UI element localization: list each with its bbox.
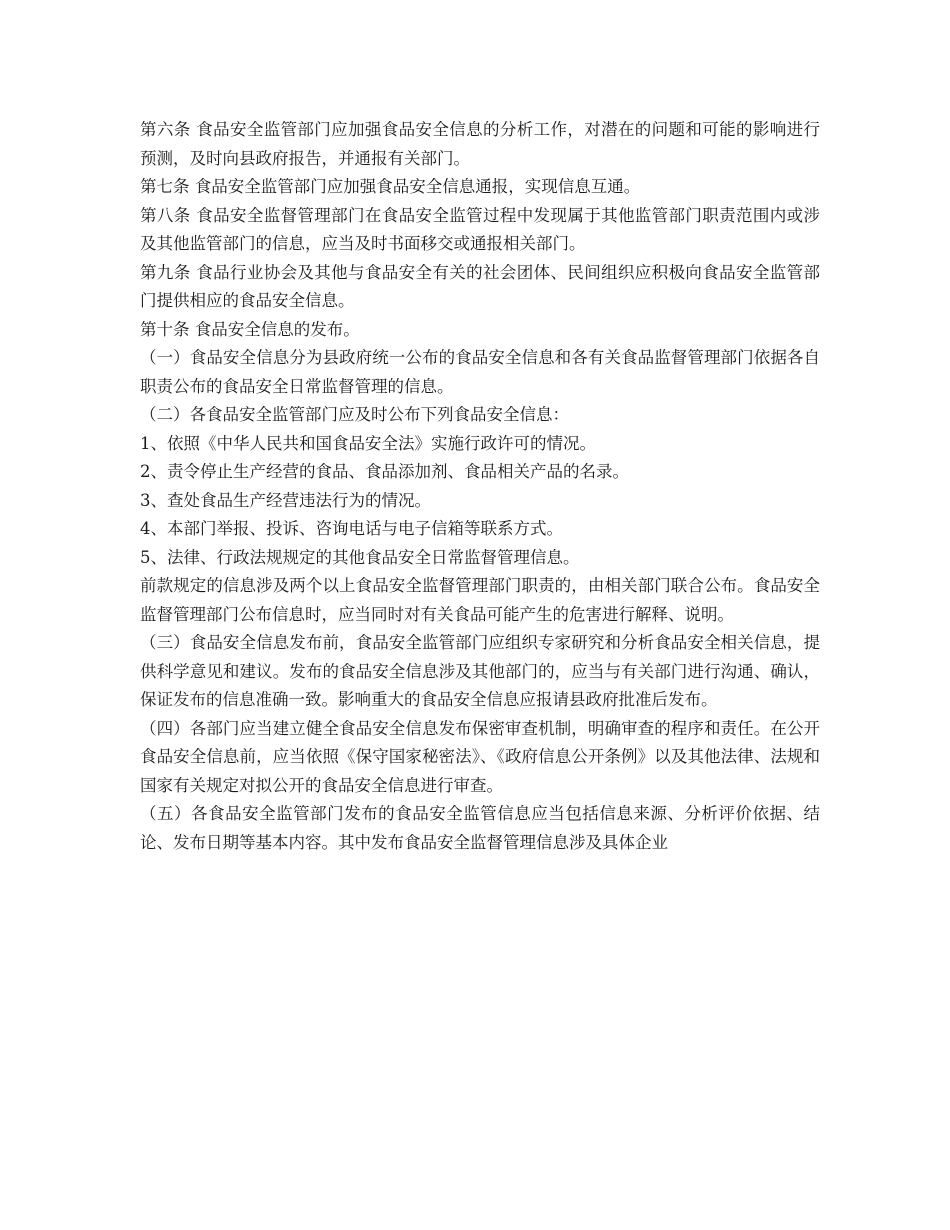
paragraph-item-5: （五）各食品安全监管部门发布的食品安全监管信息应当包括信息来源、分析评价依据、结论、发布日期等基本内容。其中发布食品安全监督管理信息涉及具体企业 [140, 804, 820, 852]
paragraph-article-8: 第八条 食品安全监督管理部门在食品安全监管过程中发现属于其他监管部门职责范围内或涉及其他监管部门的信息，应当及时书面移交或通报相关部门。 [140, 205, 820, 253]
list-item-1: 1、依照《中华人民共和国食品安全法》实施行政许可的情况。 [140, 433, 596, 453]
paragraph-item-4: （四）各部门应当建立健全食品安全信息发布保密审查机制，明确审查的程序和责任。在公开食品安全信息前，应当依照《保守国家秘密法》、《政府信息公开条例》以及其他法律、法规和国家有关规定对拟公开的食品安全信息进行审查。 [140, 718, 820, 795]
paragraph-article-6: 第六条 食品安全监管部门应加强食品安全信息的分析工作，对潜在的问题和可能的影响进行预测，及时向县政府报告，并通报有关部门。 [140, 120, 820, 168]
paragraph-article-7: 第七条 食品安全监管部门应加强食品安全信息通报，实现信息互通。 [140, 177, 641, 196]
list-item-3: 3、查处食品生产经营违法行为的情况。 [140, 490, 431, 510]
list-item-2: 2、责令停止生产经营的食品、食品添加剂、食品相关产品的名录。 [140, 462, 629, 481]
list-item-4: 4、本部门举报、投诉、咨询电话与电子信箱等联系方式。 [140, 519, 563, 538]
paragraph-item-3: （三）食品安全信息发布前，食品安全监管部门应组织专家研究和分析食品安全相关信息，提供科学意见和建议。发布的食品安全信息涉及其他部门的，应当与有关部门进行沟通、确认，保证发布的信息准确一致。影响重大的食品安全信息应报请县政府批准后发布。 [140, 633, 820, 709]
document-body [140, 116, 820, 857]
paragraph-article-9: 第九条 食品行业协会及其他与食品安全有关的社会团体、民间组织应积极向食品安全监管部门提供相应的食品安全信息。 [140, 262, 820, 310]
paragraph-joint-publication: 前款规定的信息涉及两个以上食品安全监督管理部门职责的，由相关部门联合公布。食品安全监督管理部门公布信息时，应当同时对有关食品可能产生的危害进行解释、说明。 [140, 576, 820, 624]
list-item-5: 5、法律、行政法规规定的其他食品安全日常监督管理信息。 [140, 547, 580, 567]
paragraph-item-1: （一）食品安全信息分为县政府统一公布的食品安全信息和各有关食品监督管理部门依据各自职责公布的食品安全日常监督管理的信息。 [140, 348, 820, 396]
paragraph-item-2: （二）各食品安全监管部门应及时公布下列食品安全信息： [140, 405, 569, 424]
paragraph-article-10: 第十条 食品安全信息的发布。 [140, 319, 360, 339]
